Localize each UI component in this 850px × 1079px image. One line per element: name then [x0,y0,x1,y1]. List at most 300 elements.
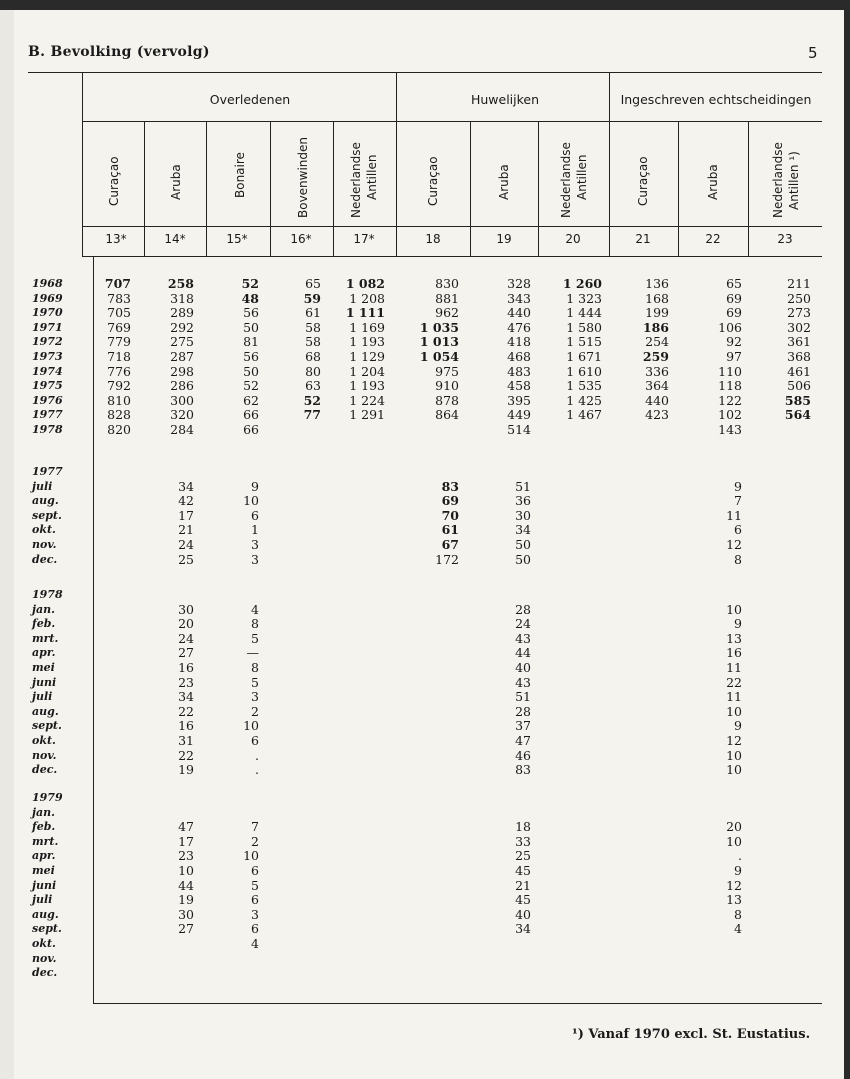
cell-c15: 3 [251,689,259,705]
cell-c18: 878 [435,392,459,408]
cell-c15: 4 [251,601,259,617]
header-rule [82,226,822,227]
cell-c19: 483 [507,363,531,379]
cell-c19: 458 [507,378,531,394]
cell-c15: 62 [243,392,259,408]
row-label: mei [32,864,55,877]
cell-c15: 10 [243,848,259,864]
cell-c22: 106 [718,319,742,335]
row-label: juli [32,893,53,907]
cell-c15: 9 [251,478,259,494]
cell-c22: 122 [718,392,742,408]
cell-c20: 1 467 [566,407,602,423]
cell-c13: 707 [104,276,131,291]
cell-c19: 328 [507,276,531,291]
cell-c23: 211 [787,276,811,291]
cell-c22: 8 [734,906,742,922]
cell-c17: 1 169 [349,319,385,335]
cell-c19: 21 [515,877,531,893]
cell-c13: 783 [107,290,131,306]
cell-c14: 17 [178,507,194,523]
cell-c13: 820 [107,422,131,437]
col17-header-a: Nederlandse [349,142,363,218]
cell-c23: 461 [787,363,811,379]
cell-c15: 3 [251,537,259,552]
col13-header: Curaçao [107,156,121,206]
cell-c14: 42 [178,493,194,509]
stub-rule [82,72,83,257]
cell-c20: 1 535 [566,378,602,394]
cell-c22: 110 [718,363,742,379]
cell-c19: 47 [515,733,531,748]
cell-c14: 22 [178,747,194,763]
col20-header-a: Nederlandse [559,142,573,218]
row-label: nov. [32,951,57,965]
cell-c15: 8 [251,616,259,632]
cell-c14: 275 [170,334,194,350]
cell-c19: 40 [515,660,531,675]
col-divider [538,121,539,257]
cell-c20: 1 323 [566,290,602,306]
cell-c14: 292 [170,319,194,335]
col19-header: Aruba [497,164,511,200]
cell-c18: 830 [435,276,459,291]
cell-c23: 361 [787,334,811,350]
cell-c15: 6 [251,507,259,523]
cell-c19: 440 [507,305,531,321]
cell-c17: 1 193 [349,334,385,350]
cell-c14: 318 [170,290,194,306]
cell-c19: 43 [515,630,531,646]
cell-c19: 28 [515,601,531,617]
cell-c21: 336 [645,363,669,379]
cell-c16: 68 [305,349,321,364]
row-label: 1978 [32,423,63,436]
col-divider [678,121,679,257]
cell-c22: 16 [726,645,742,661]
cell-c14: 300 [170,392,194,408]
page-number: 5 [808,44,818,62]
row-label: dec. [32,966,58,980]
cell-c22: 7 [734,493,742,509]
cell-c15: 5 [251,630,259,646]
cell-c19: 395 [507,392,531,408]
colnum-17: 17* [353,232,375,246]
cell-c15: 6 [251,921,259,937]
cell-c21: 136 [645,276,669,291]
cell-c16: 65 [305,276,321,291]
cell-c16: 80 [305,363,321,379]
cell-c19: 34 [515,921,531,937]
cell-c15: 56 [243,349,259,364]
col23-header-a: Nederlandse [771,142,785,218]
cell-c22: 12 [726,877,742,893]
col18-header: Curaçao [426,156,440,206]
row-label: dec. [32,763,58,777]
cell-c15: 5 [251,674,259,690]
cell-c23: 302 [787,319,811,335]
row-label: sept. [32,508,62,522]
col17-header-b: Antillen [365,154,379,200]
row-label: feb. [32,617,56,631]
group-huwelijken: Huwelijken [470,92,540,107]
group-divider-1 [396,72,397,257]
cell-c13: 810 [107,392,131,408]
cell-c14: 19 [178,892,194,908]
cell-c15: 4 [251,936,259,951]
cell-c21: 423 [645,407,669,423]
cell-c22: 69 [726,290,742,306]
cell-c19: 45 [515,863,531,878]
cell-c16: 77 [303,407,321,423]
cell-c22: 9 [734,718,742,734]
cell-c22: 118 [718,378,742,394]
row-label: 1977 [32,465,63,478]
cell-c22: 8 [734,551,742,567]
cell-c15: 8 [251,660,259,675]
cell-c19: 46 [515,747,531,763]
row-label: juni [32,878,57,892]
cell-c22: 9 [734,863,742,878]
colnum-22: 22 [705,232,721,246]
cell-c21: 364 [645,378,669,394]
cell-c15: 1 [251,522,259,538]
cell-c22: 11 [726,660,742,675]
cell-c15: 6 [251,892,259,908]
cell-c23: 273 [787,305,811,321]
colnum-14: 14* [164,232,186,246]
colnum-16: 16* [290,232,312,246]
cell-c21: 254 [645,334,669,350]
colnum-15: 15* [226,232,248,246]
cell-c13: 705 [107,305,131,321]
row-label: juli [32,690,53,704]
cell-c18: 864 [435,407,459,423]
col-divider [470,121,471,257]
cell-c15: 7 [251,819,259,835]
cell-c19: 50 [515,551,531,567]
cell-c22: 13 [726,630,742,646]
cell-c15: 6 [251,733,259,748]
cell-c15: 5 [251,877,259,893]
cell-c22: 9 [734,478,742,494]
cell-c19: 44 [515,645,531,661]
cell-c14: 320 [170,407,194,423]
cell-c15: 3 [251,906,259,922]
cell-c19: 37 [515,718,531,734]
row-label: sept. [32,922,62,936]
cell-c19: 43 [515,674,531,690]
cell-c16: 58 [305,319,321,335]
row-label: nov. [32,748,57,762]
cell-c14: 47 [178,819,194,835]
cell-c23: 368 [787,349,811,364]
row-label: okt. [32,523,56,537]
row-label: sept. [32,719,62,733]
cell-c14: 44 [178,877,194,893]
cell-c16: 61 [305,305,321,321]
row-label: 1976 [32,393,63,407]
cell-c21: 199 [645,305,669,321]
cell-c22: 20 [726,819,742,835]
row-label: 1970 [32,306,63,320]
row-label: aug. [32,494,59,508]
row-label: jan. [32,602,55,616]
cell-c19: 30 [515,507,531,523]
cell-c19: 40 [515,906,531,922]
cell-c22: 12 [726,733,742,748]
colnum-21: 21 [635,232,651,246]
cell-c15: 2 [251,833,259,849]
cell-c22: 10 [726,833,742,849]
colnum-20: 20 [565,232,581,246]
cell-c22: 10 [726,747,742,763]
cell-c15: 50 [243,319,259,335]
cell-c15: 66 [243,407,259,423]
cell-c22: 22 [726,674,742,690]
row-label: 1975 [32,379,63,393]
cell-c20: 1 610 [566,363,602,379]
cell-c14: 24 [178,630,194,646]
row-label: aug. [32,907,59,921]
row-label: apr. [32,646,56,660]
cell-c19: 83 [515,762,531,778]
cell-c18: 881 [435,290,459,306]
cell-c19: 449 [507,407,531,423]
col15-header: Bonaire [233,152,247,198]
cell-c14: 22 [178,703,194,719]
cell-c19: 468 [507,349,531,364]
cell-c13: 779 [107,334,131,350]
cell-c20: 1 425 [566,392,602,408]
cell-c14: 258 [167,276,194,291]
cell-c18: 83 [441,478,459,494]
page-edge [0,10,14,1079]
row-label: dec. [32,552,58,566]
section-title: B. Bevolking (vervolg) [28,44,210,60]
cell-c17: 1 204 [349,363,385,379]
cell-c22: 9 [734,616,742,632]
cell-c21: 186 [642,319,669,335]
col-divider [206,121,207,257]
row-label: apr. [32,849,56,863]
cell-c18: 1 035 [419,319,459,335]
col16-header: Bovenwinden [296,136,310,218]
cell-c14: 17 [178,833,194,849]
cell-c23: 506 [787,378,811,394]
cell-c19: 476 [507,319,531,335]
cell-c17: 1 291 [349,407,385,423]
cell-c13: 792 [107,378,131,394]
cell-c15: . [255,747,259,763]
cell-c14: 19 [178,762,194,778]
cell-c19: 18 [515,819,531,835]
cell-c22: 69 [726,305,742,321]
cell-c19: 418 [507,334,531,350]
cell-c21: 259 [642,349,669,364]
colnum-19: 19 [496,232,512,246]
cell-c14: 284 [170,422,194,437]
cell-c15: 3 [251,551,259,567]
cell-c19: 51 [515,478,531,494]
cell-c14: 286 [170,378,194,394]
row-label: 1972 [32,335,63,349]
cell-c14: 27 [178,921,194,937]
cell-c22: 10 [726,601,742,617]
cell-c20: 1 580 [566,319,602,335]
row-label: mrt. [32,834,59,848]
cell-c19: 24 [515,616,531,632]
cell-c15: 50 [243,363,259,379]
cell-c14: 16 [178,718,194,734]
cell-c18: 975 [435,363,459,379]
row-label: nov. [32,538,57,551]
cell-c15: 10 [243,718,259,734]
row-label: mrt. [32,631,59,645]
cell-c14: 289 [170,305,194,321]
cell-c21: 440 [645,392,669,408]
cell-c18: 1 013 [419,334,459,350]
cell-c14: 10 [178,863,194,878]
col-divider [270,121,271,257]
cell-c19: 343 [507,290,531,306]
row-label: 1978 [32,588,63,601]
group-echtscheidingen: Ingeschreven echtscheidingen [620,92,812,107]
cell-c16: 58 [305,334,321,350]
cell-c14: 24 [178,537,194,552]
col22-header: Aruba [706,164,720,200]
cell-c22: 12 [726,537,742,552]
row-label: 1974 [32,364,63,378]
row-label: 1969 [32,291,63,305]
cell-c22: 6 [734,522,742,538]
cell-c14: 25 [178,551,194,567]
col14-header: Aruba [169,164,183,200]
cell-c19: 36 [515,493,531,509]
col-divider [333,121,334,257]
cell-c22: 102 [718,407,742,423]
cell-c18: 910 [435,378,459,394]
row-label: jan. [32,805,55,819]
cell-c21: 168 [645,290,669,306]
colnum-23: 23 [777,232,793,246]
cell-c15: 66 [243,422,259,437]
cell-c19: 514 [507,422,531,437]
row-label: 1977 [32,408,63,422]
top-rule [28,72,822,73]
cell-c15: 81 [243,334,259,350]
cell-c20: 1 260 [562,276,602,291]
cell-c22: 143 [718,422,742,437]
row-label: juni [32,675,57,689]
cell-c18: 61 [441,522,459,538]
cell-c14: 23 [178,674,194,690]
cell-c22: . [738,848,742,864]
cell-c15: 2 [251,703,259,719]
row-label: 1979 [32,791,63,804]
cell-c16: 63 [305,378,321,394]
row-label: aug. [32,704,59,718]
cell-c19: 25 [515,848,531,864]
cell-c19: 51 [515,689,531,705]
group-rule [82,121,822,122]
cell-c23: 250 [787,290,811,306]
cell-c19: 34 [515,522,531,538]
cell-c19: 33 [515,833,531,849]
cell-c16: 59 [303,290,321,306]
cell-c22: 97 [726,349,742,364]
cell-c17: 1 111 [345,305,385,321]
cell-c14: 31 [178,733,194,748]
col20-header-b: Antillen [575,154,589,200]
col21-header: Curaçao [636,156,650,206]
cell-c18: 172 [435,551,459,567]
cell-c20: 1 515 [566,334,602,350]
cell-c15: 6 [251,863,259,878]
cell-c13: 776 [107,363,131,379]
cell-c20: 1 444 [566,305,602,321]
col-divider [144,121,145,257]
row-label: okt. [32,937,56,950]
cell-c17: 1 208 [349,290,385,306]
row-label: 1968 [32,277,63,290]
cell-c17: 1 224 [349,392,385,408]
footnote: ¹) Vanaf 1970 excl. St. Eustatius. [572,1027,811,1042]
cell-c15: . [255,762,259,778]
cell-c23: 564 [784,407,811,423]
cell-c18: 1 054 [419,349,459,364]
cell-c14: 20 [178,616,194,632]
cell-c19: 45 [515,892,531,908]
cell-c14: 30 [178,601,194,617]
cell-c14: 34 [178,478,194,494]
cell-c22: 4 [734,921,742,937]
cell-c17: 1 129 [349,349,385,364]
cell-c18: 67 [441,537,459,552]
col23-header-b: Antillen ¹) [787,151,801,210]
row-label: feb. [32,820,56,834]
colnum-rule [82,256,822,257]
cell-c17: 1 193 [349,378,385,394]
cell-c22: 10 [726,762,742,778]
cell-c15: 52 [243,378,259,394]
cell-c14: 34 [178,689,194,705]
cell-c22: 11 [726,689,742,705]
row-label: 1973 [32,350,63,363]
cell-c15: — [246,645,259,661]
cell-c14: 16 [178,660,194,675]
cell-c18: 70 [441,507,459,523]
cell-c14: 30 [178,906,194,922]
row-label: mei [32,661,55,674]
row-label: okt. [32,734,56,747]
cell-c19: 28 [515,703,531,719]
cell-c14: 287 [170,349,194,364]
cell-c14: 298 [170,363,194,379]
cell-c14: 23 [178,848,194,864]
cell-c13: 828 [107,407,131,423]
group-divider-2 [609,72,610,257]
cell-c23: 585 [784,392,811,408]
row-label: juli [32,479,53,493]
cell-c13: 769 [107,319,131,335]
cell-c13: 718 [107,349,131,364]
cell-c18: 962 [435,305,459,321]
cell-c19: 50 [515,537,531,552]
cell-c15: 48 [241,290,259,306]
cell-c14: 27 [178,645,194,661]
cell-c22: 65 [726,276,742,291]
